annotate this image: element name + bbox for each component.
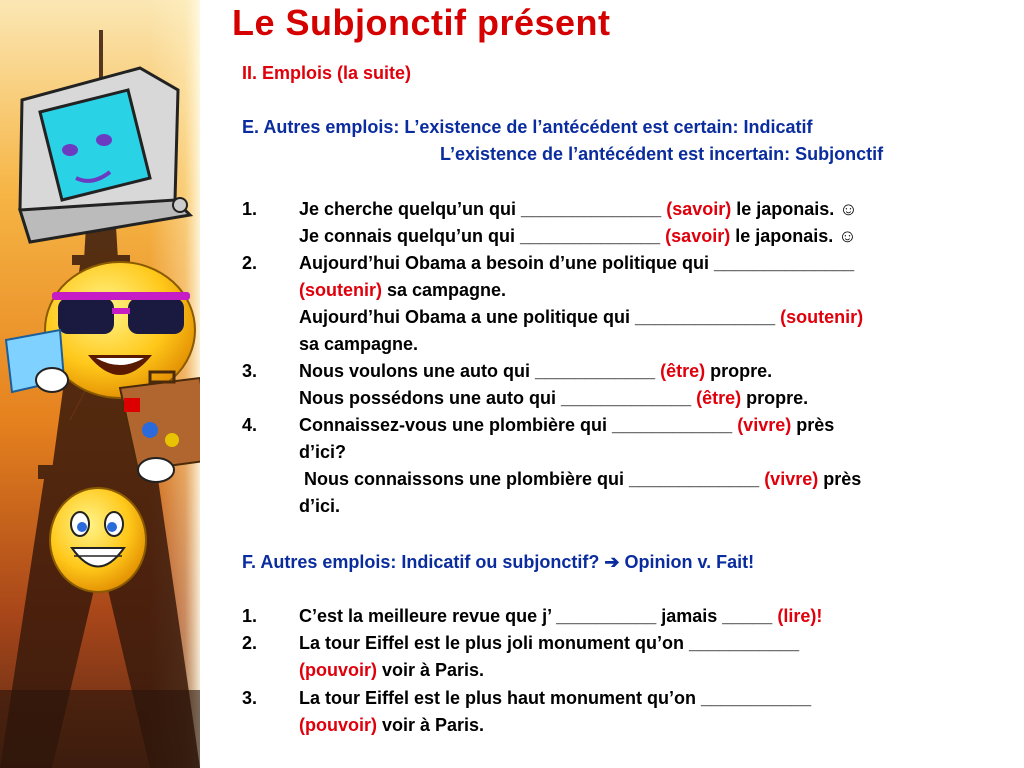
- item-text: Connaissez-vous une plombière qui ____________: [299, 415, 738, 435]
- item-number: 2.: [242, 633, 258, 653]
- item-number: 4.: [242, 415, 258, 435]
- section-f-heading-text: F. Autres emplois: Indicatif ou subjonctif?: [242, 552, 605, 572]
- verb-hint: (vivre): [764, 469, 819, 489]
- list-item: [299, 306, 863, 328]
- item-text: Nous voulons une auto qui ____________: [299, 361, 661, 381]
- item-text: voir à Paris.: [377, 715, 485, 735]
- list-item: [299, 468, 861, 490]
- section-f-heading: [242, 551, 754, 573]
- list-item: [299, 360, 772, 382]
- item-number: 1.: [242, 199, 258, 219]
- section-heading: II. Emplois (la suite): [242, 63, 412, 83]
- list-item: [299, 632, 799, 654]
- item-text: La tour Eiffel est le plus haut monument qu’on ___________: [299, 688, 812, 708]
- list-item: [299, 605, 822, 627]
- item-text: voir à Paris.: [377, 660, 485, 680]
- item-text: La tour Eiffel est le plus joli monument qu’on ___________: [299, 633, 800, 653]
- list-item: [299, 387, 808, 409]
- verb-hint: (être): [696, 388, 742, 408]
- verb-hint: (être): [660, 361, 706, 381]
- list-item: [299, 687, 811, 709]
- item-text: Aujourd’hui Obama a une politique qui ______________: [299, 307, 781, 327]
- item-text: Je connais quelqu’un qui ______________: [299, 226, 666, 246]
- item-text: propre.: [705, 361, 773, 381]
- section-e-line-1: E. Autres emplois: L’existence de l’antécédent est certain: Indicatif: [242, 117, 813, 137]
- verb-hint: (savoir): [665, 226, 731, 246]
- arrow-icon: ➔: [604, 552, 620, 572]
- section-f-heading-text: Opinion v. Fait!: [619, 552, 755, 572]
- section-e-line-2: L’existence de l’antécédent est incertain: Subjonctif: [440, 144, 884, 164]
- verb-hint: (lire)!: [777, 606, 823, 626]
- item-text: d’ici.: [299, 496, 341, 516]
- item-text: le japonais. ☺: [730, 226, 857, 246]
- list-item: [299, 279, 506, 301]
- item-text: près: [818, 469, 862, 489]
- item-text: sa campagne.: [299, 334, 419, 354]
- verb-hint: (soutenir): [780, 307, 864, 327]
- item-text: d’ici?: [299, 442, 347, 462]
- list-item: [299, 441, 346, 463]
- item-number: 3.: [242, 361, 258, 381]
- list-item: [299, 333, 418, 355]
- item-number: 2.: [242, 253, 258, 273]
- verb-hint: (pouvoir): [299, 715, 377, 735]
- verb-hint: (pouvoir): [299, 660, 377, 680]
- item-text: propre.: [741, 388, 809, 408]
- item-text: près: [791, 415, 835, 435]
- item-text: Nous possédons une auto qui _____________: [299, 388, 697, 408]
- item-text: C’est la meilleure revue que j’ __________ jamais _____: [299, 606, 778, 626]
- item-text: Nous connaissons une plombière qui _____________: [299, 469, 765, 489]
- list-item: [299, 414, 834, 436]
- list-item: [299, 714, 484, 736]
- item-number: 1.: [242, 606, 258, 626]
- list-item: [299, 659, 484, 681]
- list-item: [299, 225, 857, 247]
- verb-hint: (vivre): [737, 415, 792, 435]
- page-title: Le Subjonctif présent: [232, 2, 611, 43]
- list-item: [299, 252, 854, 274]
- verb-hint: (savoir): [666, 199, 732, 219]
- item-text: sa campagne.: [382, 280, 507, 300]
- item-number: 3.: [242, 688, 258, 708]
- item-text: Je cherche quelqu’un qui ______________: [299, 199, 667, 219]
- verb-hint: (soutenir): [299, 280, 382, 300]
- item-text: le japonais. ☺: [731, 199, 858, 219]
- list-item: [299, 198, 858, 220]
- list-item: [299, 495, 340, 517]
- item-text: Aujourd’hui Obama a besoin d’une politique qui ______________: [299, 253, 855, 273]
